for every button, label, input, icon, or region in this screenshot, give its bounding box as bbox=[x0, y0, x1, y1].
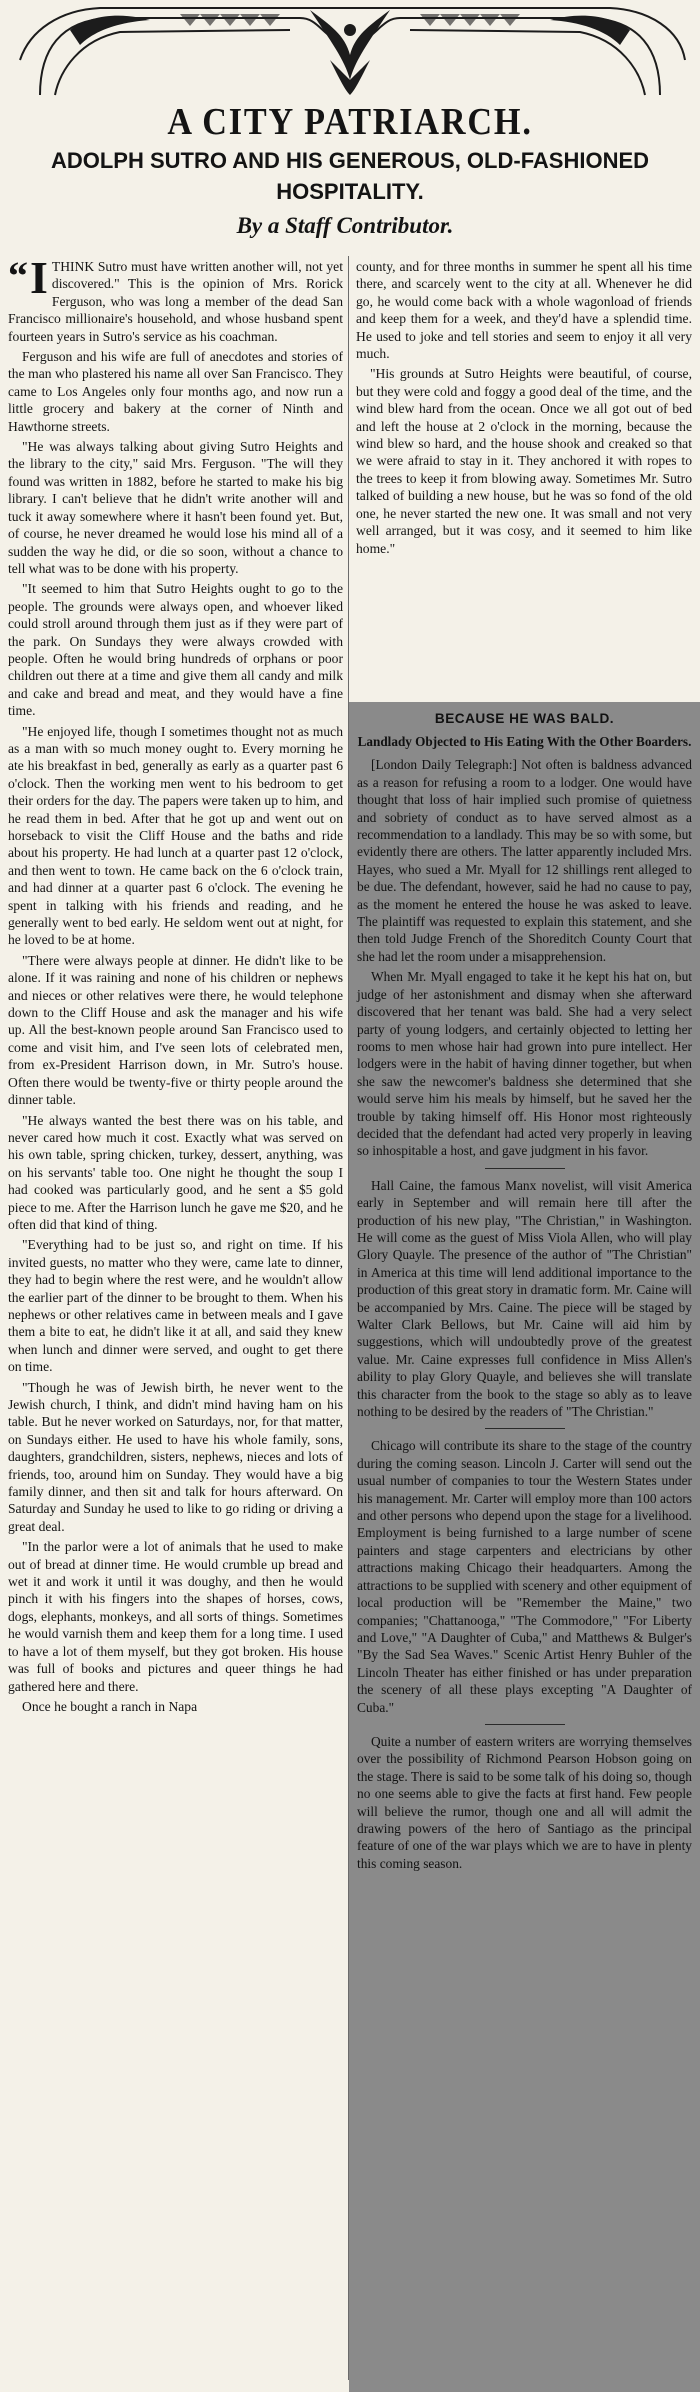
article-paragraph: "Everything had to be just so, and right on time. If his invited guests, no matter who they were, came late to dinner, they had to begin where the rest were, and he wouldn't allow the earlier part of the dinner to be brought to them. When his nephews or other relatives came in between meals and I gave them a bite to eat, he didn't like it at all, and said they knew when lunch and dinner were served, and ought to get there on time. bbox=[8, 1237, 343, 1375]
hobson-story bbox=[349, 1733, 700, 1872]
decorative-scroll-border-icon bbox=[0, 0, 700, 100]
article-paragraph: "His grounds at Sutro Heights were beautiful, of course, but they were cold and foggy a good deal of the time, and the wind blew hard from the ocean. Once we all got out of bed and left the house at 2 o'clock in the morning, because the wind blew so hard, and the house shook and creaked so that we were afraid to stay in it. They anchored it with ropes to the trees to keep it from blowing away. Sometimes Mr. Sutro talked of building a new house, but he was so fond of the old one, he never started the new one. It was small and not very well arranged, but it was cosy, and it seemed to him like home." bbox=[356, 366, 692, 556]
opening-quote-mark: “ bbox=[8, 258, 28, 298]
story-paragraph: Hall Caine, the famous Manx novelist, will visit America early in September and will remain here till after the production of his new play, "The Christian," in Washington. He will come as the guest of Miss Viola Allen, who will play Glory Quayle. The presence of the author of "The Christian" in America at this time will lend additional importance to the production of this great story in dramatic form. Mr. Caine will be accompanied by Mrs. Caine. The piece will be staged by Walter Clark Bellows, but Mr. Caine will aid him by suggestions, which will undoubtedly prove of the greatest value. Mr. Caine expresses full confidence in Miss Allen's ability to play Glory Quayle, and believes she will translate this character from the book to the stage so ably as to leave nothing to be desired by the readers of "The Christian." bbox=[357, 1177, 692, 1420]
headline: A CITY PATRIARCH. bbox=[167, 101, 533, 143]
article-paragraph: "Though he was of Jewish birth, he never went to the Jewish church, I think, and didn't mind having ham on his table. But he never worked on Saturdays, nor, for that matter, on Sundays either. He used to have his whole family, sons, daughters, grandchildren, sisters, nephews, nieces and lots of friends, too, around him on Sunday. They would have a big family dinner, and then sit and talk for hours afterward. On Saturday and Sunday he used to like to go riding or driving a great deal. bbox=[8, 1379, 343, 1534]
byline: By a Staff Contributor. bbox=[236, 213, 454, 238]
bald-story-subtitle: Landlady Objected to His Eating With the Other Boarders. bbox=[357, 734, 692, 750]
caine-story bbox=[349, 1177, 700, 1430]
article-paragraph: Once he bought a ranch in Napa bbox=[22, 1698, 198, 1714]
lead-paragraph bbox=[8, 258, 343, 345]
section-divider bbox=[485, 1724, 565, 1725]
article-paragraph: "He always wanted the best there was on his table, and never cared how much it cost. Exactly what was served on his own table, spring chicken, turkey, dessert, anything, was on his servants' table too. One night he thought the soup I had cooked was particularly good, and he sent a $5 gold piece to me. After the Harrison lunch he gave me $20, and he often did that kind of thing. bbox=[8, 1112, 343, 1232]
article-header bbox=[0, 0, 700, 250]
chicago-story bbox=[349, 1437, 700, 1725]
shaded-news-box bbox=[349, 702, 700, 2392]
article-paragraph: "He was always talking about giving Sutro Heights and the library to the city," said Mrs. Ferguson. "The will they found was written in 1882, before he started to make his big library. I can't believe that he didn't write another will and tuck it away somewhere where it hasn't been found yet. But, of course, he never dreamed he would lose his mind all of a sudden the way he did, or die so soon, without a chance to tell what was to be done with his property. bbox=[8, 439, 343, 576]
story-paragraph: Chicago will contribute its share to the stage of the country during the coming season. Lincoln J. Carter will send out the usual number of companies to tour the Western States under his management. Mr. Carter will employ more than 100 actors and other persons who depend upon the stage for a livelihood. Employment is being furnished to a large number of scene painters and stage carpenters and electricians by other attractions making Chicago their headquarters. Among the attractions to be supplied with scenery and other equipment of local production will be "Remember the Maine," two companies; "Chattanooga," "The Commodore," "For Liberty and Love," "A Daughter of Cuba," and Matthews & Bulger's "By the Sad Sea Waves." Scenic Artist Henry Buhler of the Lincoln Theater has either finished or has under preparation the scenery of all these plays excepting "A Daughter of Cuba." bbox=[357, 1438, 692, 1715]
article-paragraph: "He enjoyed life, though I sometimes thought not as much as a man with so much money ought to. Every morning he ate his breakfast in bed, generally as early as a quarter past 6 o'clock. Then the working men went to his bedroom to get their orders for the day. The papers were taken up to him, and he read them in bed. After that he got up and went out on horseback to visit the Cliff House and the baths and ride about his property. He had lunch at a quarter past 12 o'clock, and then went to town. He came back on the 6 o'clock train, and had dinner at a quarter past 6 o'clock. The evening he spent in talking with his friends and reading, and he generally went to bed early. He seldom went out at night, for he loved to be at home. bbox=[8, 723, 343, 948]
article-paragraph: county, and for three months in summer he spent all his time there, and scarcely went to the city at all. Whenever he did go, he would come back with a whole wagonload of friends and keep them for a week, and they'd have a splendid time. He used to joke and tell stories and seem to enjoy it all very much. bbox=[356, 259, 692, 362]
article-paragraph: Ferguson and his wife are full of anecdotes and stories of the man who plastered his name all over San Francisco. They came to Los Angeles only four months ago, and now run a little grocery and bakery at the corner of Ninth and Hawthorne streets. bbox=[8, 349, 343, 434]
article-paragraph: "There were always people at dinner. He didn't like to be alone. If it was raining and none of his children or nephews and nieces or other relatives were there, he would telephone down to the Cliff House and ask the manager and his wife up. All the best-known people around San Francisco used to come and visit him, and I've seen lots of celebrated men, from ex-President Harrison down, in Mr. Sutro's house. Often there would be twenty-five or thirty people around the dinner table. bbox=[8, 952, 343, 1108]
bald-story-title: BECAUSE HE WAS BALD. bbox=[434, 711, 615, 726]
lead-text: THINK Sutro must have written another will, not yet discovered." This is the opinion of Mrs. Rorick Ferguson, who was long a member of the dead San Francisco millionaire's household, and whose husband spent fourteen years in Sutro's service as his coachman. bbox=[8, 259, 343, 344]
subheadline: ADOLPH SUTRO AND HIS GENEROUS, OLD-FASHIONED HOSPITALITY. bbox=[50, 148, 650, 204]
story-paragraph: When Mr. Myall engaged to take it he kept his hat on, but judge of her astonishment and dismay when she afterward discovered that her tenant was bald. She had a very select party of young lodgers, and certainly objected to letting her rooms to men whose hair had grown into pure intellect. Her lodgers were in the habit of having dinner together, but when she saw the newcomer's baldness she determined that she would serve him his meals by himself, but he saved her the trouble by taking himself off. His Honor most righteously decided that the defendant had acted very properly in leaving so inhospitable a host, and gave judgment in his favor. bbox=[357, 969, 692, 1159]
story-paragraph: Quite a number of eastern writers are worrying themselves over the possibility of Richmond Pearson Hobson going on the stage. There is said to be some talk of his doing so, though no one seems able to give the facts at first hand. Few people will believe the rumor, though one and all will admit the drawing powers of the hero of Santiago as the principal feature of one of the war plays which we are to have in plenty this coming season. bbox=[357, 1733, 692, 1871]
section-divider bbox=[485, 1428, 565, 1429]
article-paragraph: "It seemed to him that Sutro Heights ought to go to the people. The grounds were always open, and whoever liked could stroll around through them just as if they were part of the park. On Sundays they were always crowded with people. Often he would bring hundreds of orphans or poor children out there at a time and give them all candy and milk and cake and bread and meat, and they would have a fine time. bbox=[8, 581, 343, 719]
bald-story bbox=[349, 710, 700, 1169]
drop-cap: I bbox=[30, 258, 48, 303]
article-column-left bbox=[8, 258, 343, 2378]
section-divider bbox=[485, 1168, 565, 1169]
story-paragraph: [London Daily Telegraph:] Not often is baldness advanced as a reason for refusing a room to a lodger. One would have thought that loss of hair implied such promise of quietness and sobriety of conduct as to have served almost as a recommendation to a landlady. This may be so with some, but evidently there are others. The latter apparently included Mrs. Hayes, who sued a Mr. Myall for 12 shillings rent alleged to be due. The defendant, however, said he had no cause to pay, as the moment he entered the house he was asked to leave. The plaintiff was requested to explain this statement, and she then told Judge French of the Shoreditch County Court that she had let the room under a misapprehension. bbox=[357, 757, 692, 964]
article-column-right bbox=[356, 258, 692, 560]
article-paragraph: "In the parlor were a lot of animals that he used to make out of bread at dinner time. He would crumble up bread and wet it and work it until it was doughy, and then he would pinch it with his fingers into the shapes of horses, cows, dogs, elephants, monkeys, and all sorts of things. Sometimes he would varnish them and keep them for a long time. I used to have a lot of them myself, but they got broken. His house was full of books and pictures and queer things he had gathered here and there. bbox=[8, 1539, 343, 1694]
